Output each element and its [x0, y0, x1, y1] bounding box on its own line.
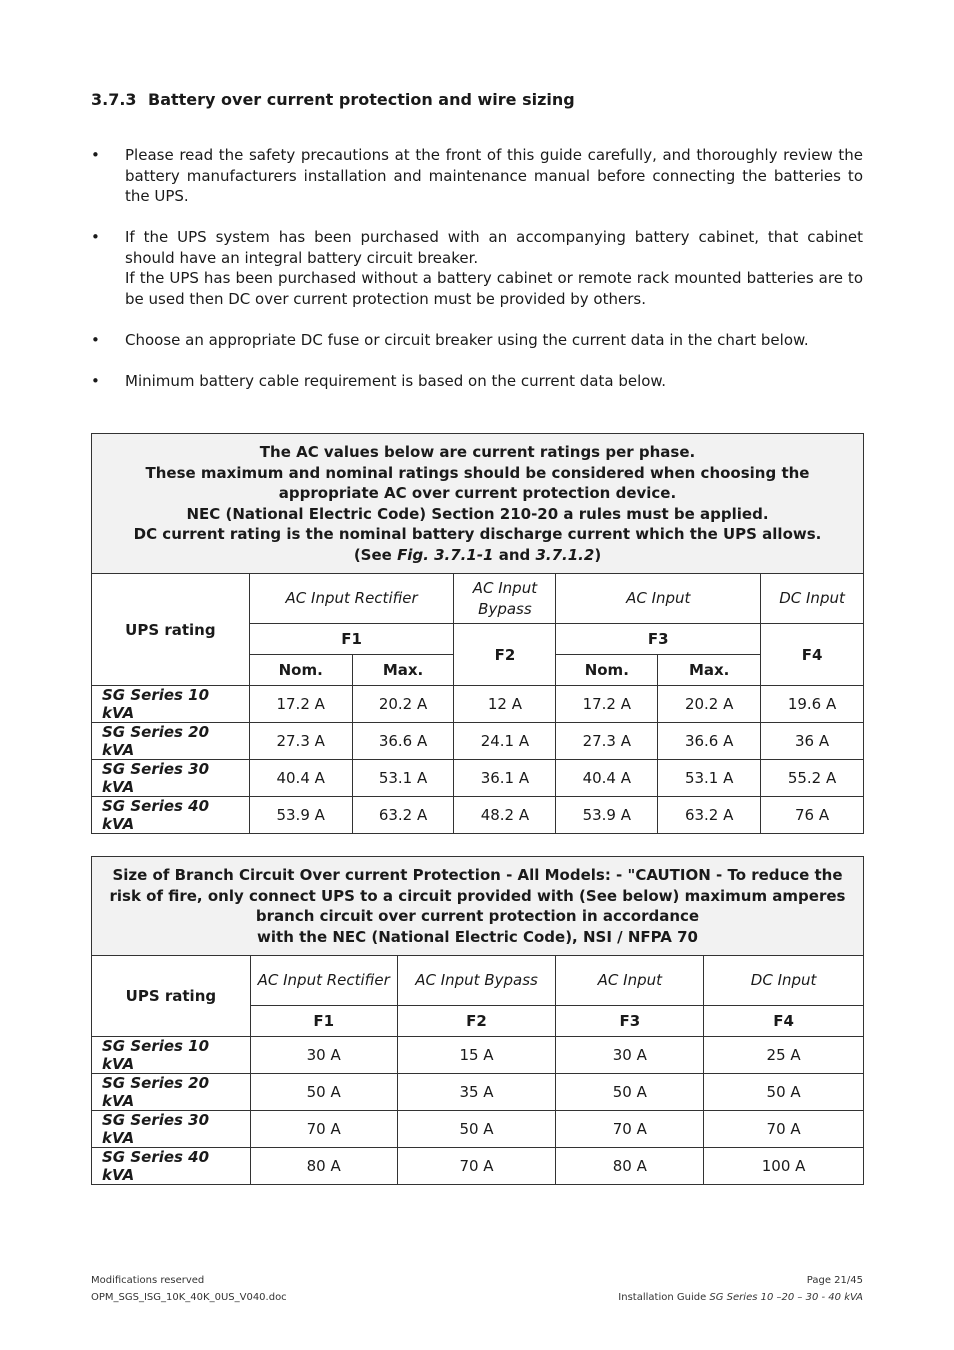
- footer-doc-title: Installation Guide SG Series 10 –20 – 30 - 40 kVA: [618, 1292, 863, 1303]
- footer-modifications: Modifications reserved: [91, 1275, 205, 1286]
- table-caption: Size of Branch Circuit Over current Protection - All Models: - "CAUTION - To reduce the risk of fire, only connect UPS to a circuit provided with (See below) maximum amperes branch circuit over current protection in accordance with the NEC (National Electric Code), NSI / NFPA 70: [92, 857, 864, 956]
- branch-protection-table: [91, 856, 864, 1185]
- bullet-icon: •: [91, 330, 100, 349]
- header-ac-input: AC Input: [556, 956, 704, 1006]
- header-f2: F2: [454, 624, 556, 686]
- header-nom: Nom.: [249, 655, 352, 686]
- list-item: • Choose an appropriate DC fuse or circuit breaker using the current data in the chart below.: [91, 330, 809, 349]
- table-row: SG Series 20 kVA 50 A 35 A 50 A 50 A: [92, 1074, 864, 1111]
- table-caption: The AC values below are current ratings per phase. These maximum and nominal ratings should be considered when choosing the appropriate AC over current protection device. NEC (National Electric Code) Section 210-20 a rules must be applied. DC current rating is the nominal battery discharge current which the UPS allows. (See Fig. 3.7.1-1 and 3.7.1.2): [92, 434, 864, 574]
- header-ac-rectifier: AC Input Rectifier: [250, 956, 397, 1006]
- header-dc-input: DC Input: [761, 574, 864, 624]
- header-ac-input: AC Input: [556, 574, 761, 624]
- list-item: • If the UPS system has been purchased with an accompanying battery cabinet, that cabinet should have an integral battery circuit breaker. If the UPS has been purchased without a battery cabinet or remote rack mounted batteries are to be used then DC over current protection must be provided by others.: [91, 228, 863, 308]
- footer-filename: OPM_SGS_ISG_10K_40K_0US_V040.doc: [91, 1292, 287, 1303]
- header-nom: Nom.: [556, 655, 658, 686]
- header-f2: F2: [397, 1006, 556, 1037]
- current-ratings-table: [91, 433, 864, 834]
- header-ac-rectifier: AC Input Rectifier: [249, 574, 454, 624]
- bullet-icon: •: [91, 146, 100, 164]
- header-f1: F1: [250, 1006, 397, 1037]
- section-heading: [91, 90, 575, 109]
- section-number: 3.7.3: [91, 90, 137, 109]
- table-row: SG Series 30 kVA 70 A 50 A 70 A 70 A: [92, 1111, 864, 1148]
- header-ac-bypass: AC Input Bypass: [397, 956, 556, 1006]
- header-f4: F4: [761, 624, 864, 686]
- header-ac-bypass: AC Input Bypass: [454, 574, 556, 624]
- bullet-icon: •: [91, 228, 100, 246]
- table-row: SG Series 40 kVA 80 A 70 A 80 A 100 A: [92, 1148, 864, 1185]
- bullet-icon: •: [91, 371, 100, 390]
- header-f4: F4: [704, 1006, 864, 1037]
- header-f3: F3: [556, 1006, 704, 1037]
- header-f3: F3: [556, 624, 761, 655]
- header-max: Max.: [352, 655, 454, 686]
- instruction-list: [91, 145, 863, 412]
- footer-page-number: Page 21/45: [806, 1275, 863, 1286]
- table-row: SG Series 30 kVA 40.4 A 53.1 A 36.1 A 40.4 A 53.1 A 55.2 A: [92, 760, 864, 797]
- list-item: • Minimum battery cable requirement is based on the current data below.: [91, 371, 667, 390]
- header-ups-rating: UPS rating: [92, 574, 250, 686]
- table-row: SG Series 40 kVA 53.9 A 63.2 A 48.2 A 53.9 A 63.2 A 76 A: [92, 797, 864, 834]
- table-row: SG Series 20 kVA 27.3 A 36.6 A 24.1 A 27.3 A 36.6 A 36 A: [92, 723, 864, 760]
- table-row: SG Series 10 kVA 17.2 A 20.2 A 12 A 17.2 A 20.2 A 19.6 A: [92, 686, 864, 723]
- header-dc-input: DC Input: [704, 956, 864, 1006]
- header-ups-rating: UPS rating: [92, 956, 251, 1037]
- table-row: SG Series 10 kVA 30 A 15 A 30 A 25 A: [92, 1037, 864, 1074]
- list-item: • Please read the safety precautions at the front of this guide carefully, and thoroughly review the battery manufacturers installation and maintenance manual before connecting the batteries to the UPS.: [91, 146, 863, 205]
- section-title: Battery over current protection and wire sizing: [148, 90, 575, 109]
- header-max: Max.: [658, 655, 761, 686]
- header-f1: F1: [249, 624, 454, 655]
